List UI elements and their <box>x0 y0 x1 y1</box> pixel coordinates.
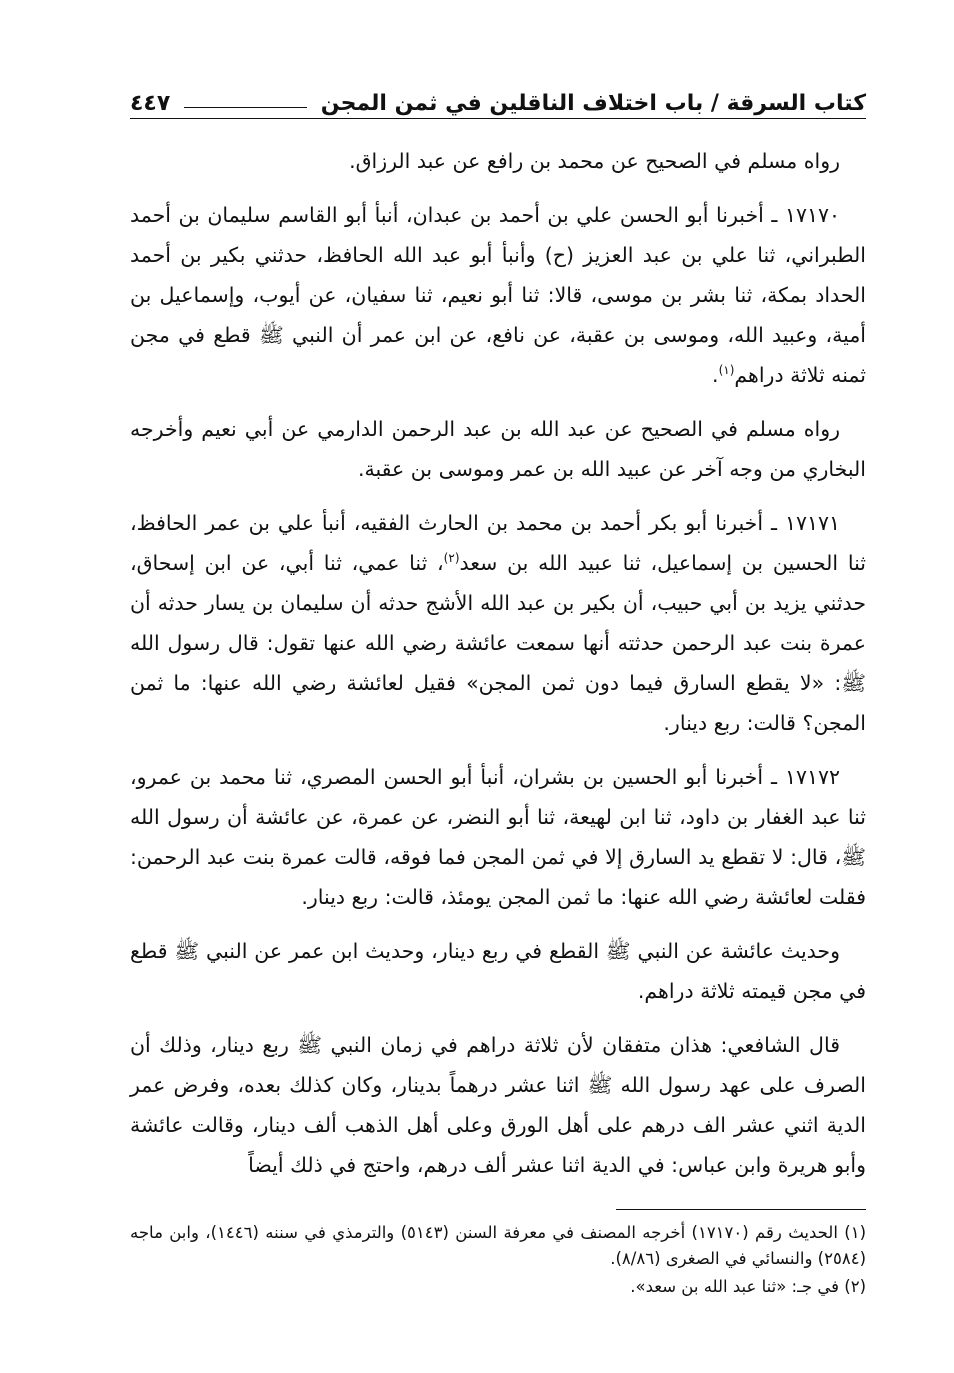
footnote-2: (٢) في جـ: «ثنا عبد الله بن سعد». <box>630 1277 866 1296</box>
footnote-ref-2[interactable]: (٢) <box>443 551 460 566</box>
document-page <box>130 82 866 1302</box>
hadith-17172: ١٧١٧٢ ـ أخبرنا أبو الحسين بن بشران، أنبأ أبو الحسن المصري، ثنا محمد بن عمرو، ثنا عبد الغفار بن داود، ثنا ابن لهيعة، ثنا أبو النضر، عن عمرة، عن عائشة أن رسول الله ﷺ، قال: لا تقطع يد السارق إلا في ثمن المجن فما فوقه، قالت عمرة بنت عبد الرحمن: فقلت لعائشة رضي الله عنها: ما ثمن المجن يومئذ، قالت: ربع دينار. <box>130 765 866 909</box>
header-rule <box>184 107 306 108</box>
hadith-17171: ١٧١٧١ ـ أخبرنا أبو بكر أحمد بن محمد بن الحارث الفقيه، أنبأ علي بن عمر الحافظ، ثنا الحسين بن إسماعيل، ثنا عبيد الله بن سعد$^{(٢)}$، ثنا عمي، ثنا أبي، عن ابن إسحاق، حدثني يزيد بن أبي حبيب، أن بكير بن عبد الله الأشج حدثه أن سليمان بن يسار حدثه أن عمرة بنت عبد الرحمن حدثته أنها سمعت عائشة رضي الله عنها تقول: قال رسول الله ﷺ: «لا يقطع السارق فيما دون ثمن المجن» فقيل لعائشة رضي الله عنها: ما ثمن المجن؟ قالت: ربع دينار. <box>130 511 866 735</box>
running-header <box>130 82 866 119</box>
hadith-17170: ١٧١٧٠ ـ أخبرنا أبو الحسن علي بن أحمد بن عبدان، أنبأ أبو القاسم سليمان بن أحمد الطبراني، ثنا علي بن عبد العزيز (ح) وأنبأ أبو عبد الله الحافظ، حدثني بكير بن أحمد الحداد بمكة، ثنا بشر بن موسى، قالا: ثنا أبو نعيم، ثنا سفيان، عن أيوب، وإسماعيل بن أمية، وعبيد الله، وموسى بن عقبة، عن نافع، عن ابن عمر أن النبي ﷺ قطع في مجن ثمنه ثلاثة دراهم$^{(١)}$. <box>130 203 866 387</box>
chapter-title: كتاب السرقة / باب اختلاف الناقلين في ثمن المجن <box>320 91 866 116</box>
footnote-1: (١) الحديث رقم (١٧١٧٠) أخرجه المصنف في معرفة السنن (٥١٤٣) والترمذي في سننه (١٤٤٦)، وابن ماجه (٢٥٨٤) والنسائي في الصغرى (٨/٨٦). <box>130 1223 866 1268</box>
paragraph: رواه مسلم في الصحيح عن عبد الله بن عبد الرحمن الدارمي عن أبي نعيم وأخرجه البخاري من وجه آخر عن عبيد الله بن عمر وموسى بن عقبة. <box>130 417 866 481</box>
footnotes <box>130 1220 866 1300</box>
paragraph: وحديث عائشة عن النبي ﷺ القطع في ربع دينار، وحديث ابن عمر عن النبي ﷺ قطع في مجن قيمته ثلاثة دراهم. <box>130 939 866 1003</box>
page-number: ٤٤٧ <box>130 91 171 116</box>
paragraph: رواه مسلم في الصحيح عن محمد بن رافع عن عبد الرزاق. <box>349 149 840 173</box>
footnotes-divider <box>616 1209 866 1210</box>
main-text <box>130 141 866 1185</box>
footnote-ref-1[interactable]: (١) <box>718 363 735 378</box>
shafii-paragraph: قال الشافعي: هذان متفقان لأن ثلاثة دراهم في زمان النبي ﷺ ربع دينار، وذلك أن الصرف على عهد رسول الله ﷺ اثنا عشر درهماً بدينار، وكان كذلك بعده، وفرض عمر الدية اثني عشر الف درهم على أهل الورق وعلى أهل الذهب ألف دينار، وقالت عائشة وأبو هريرة وابن عباس: في الدية اثنا عشر ألف درهم، واحتج في ذلك أيضاً <box>130 1033 866 1177</box>
